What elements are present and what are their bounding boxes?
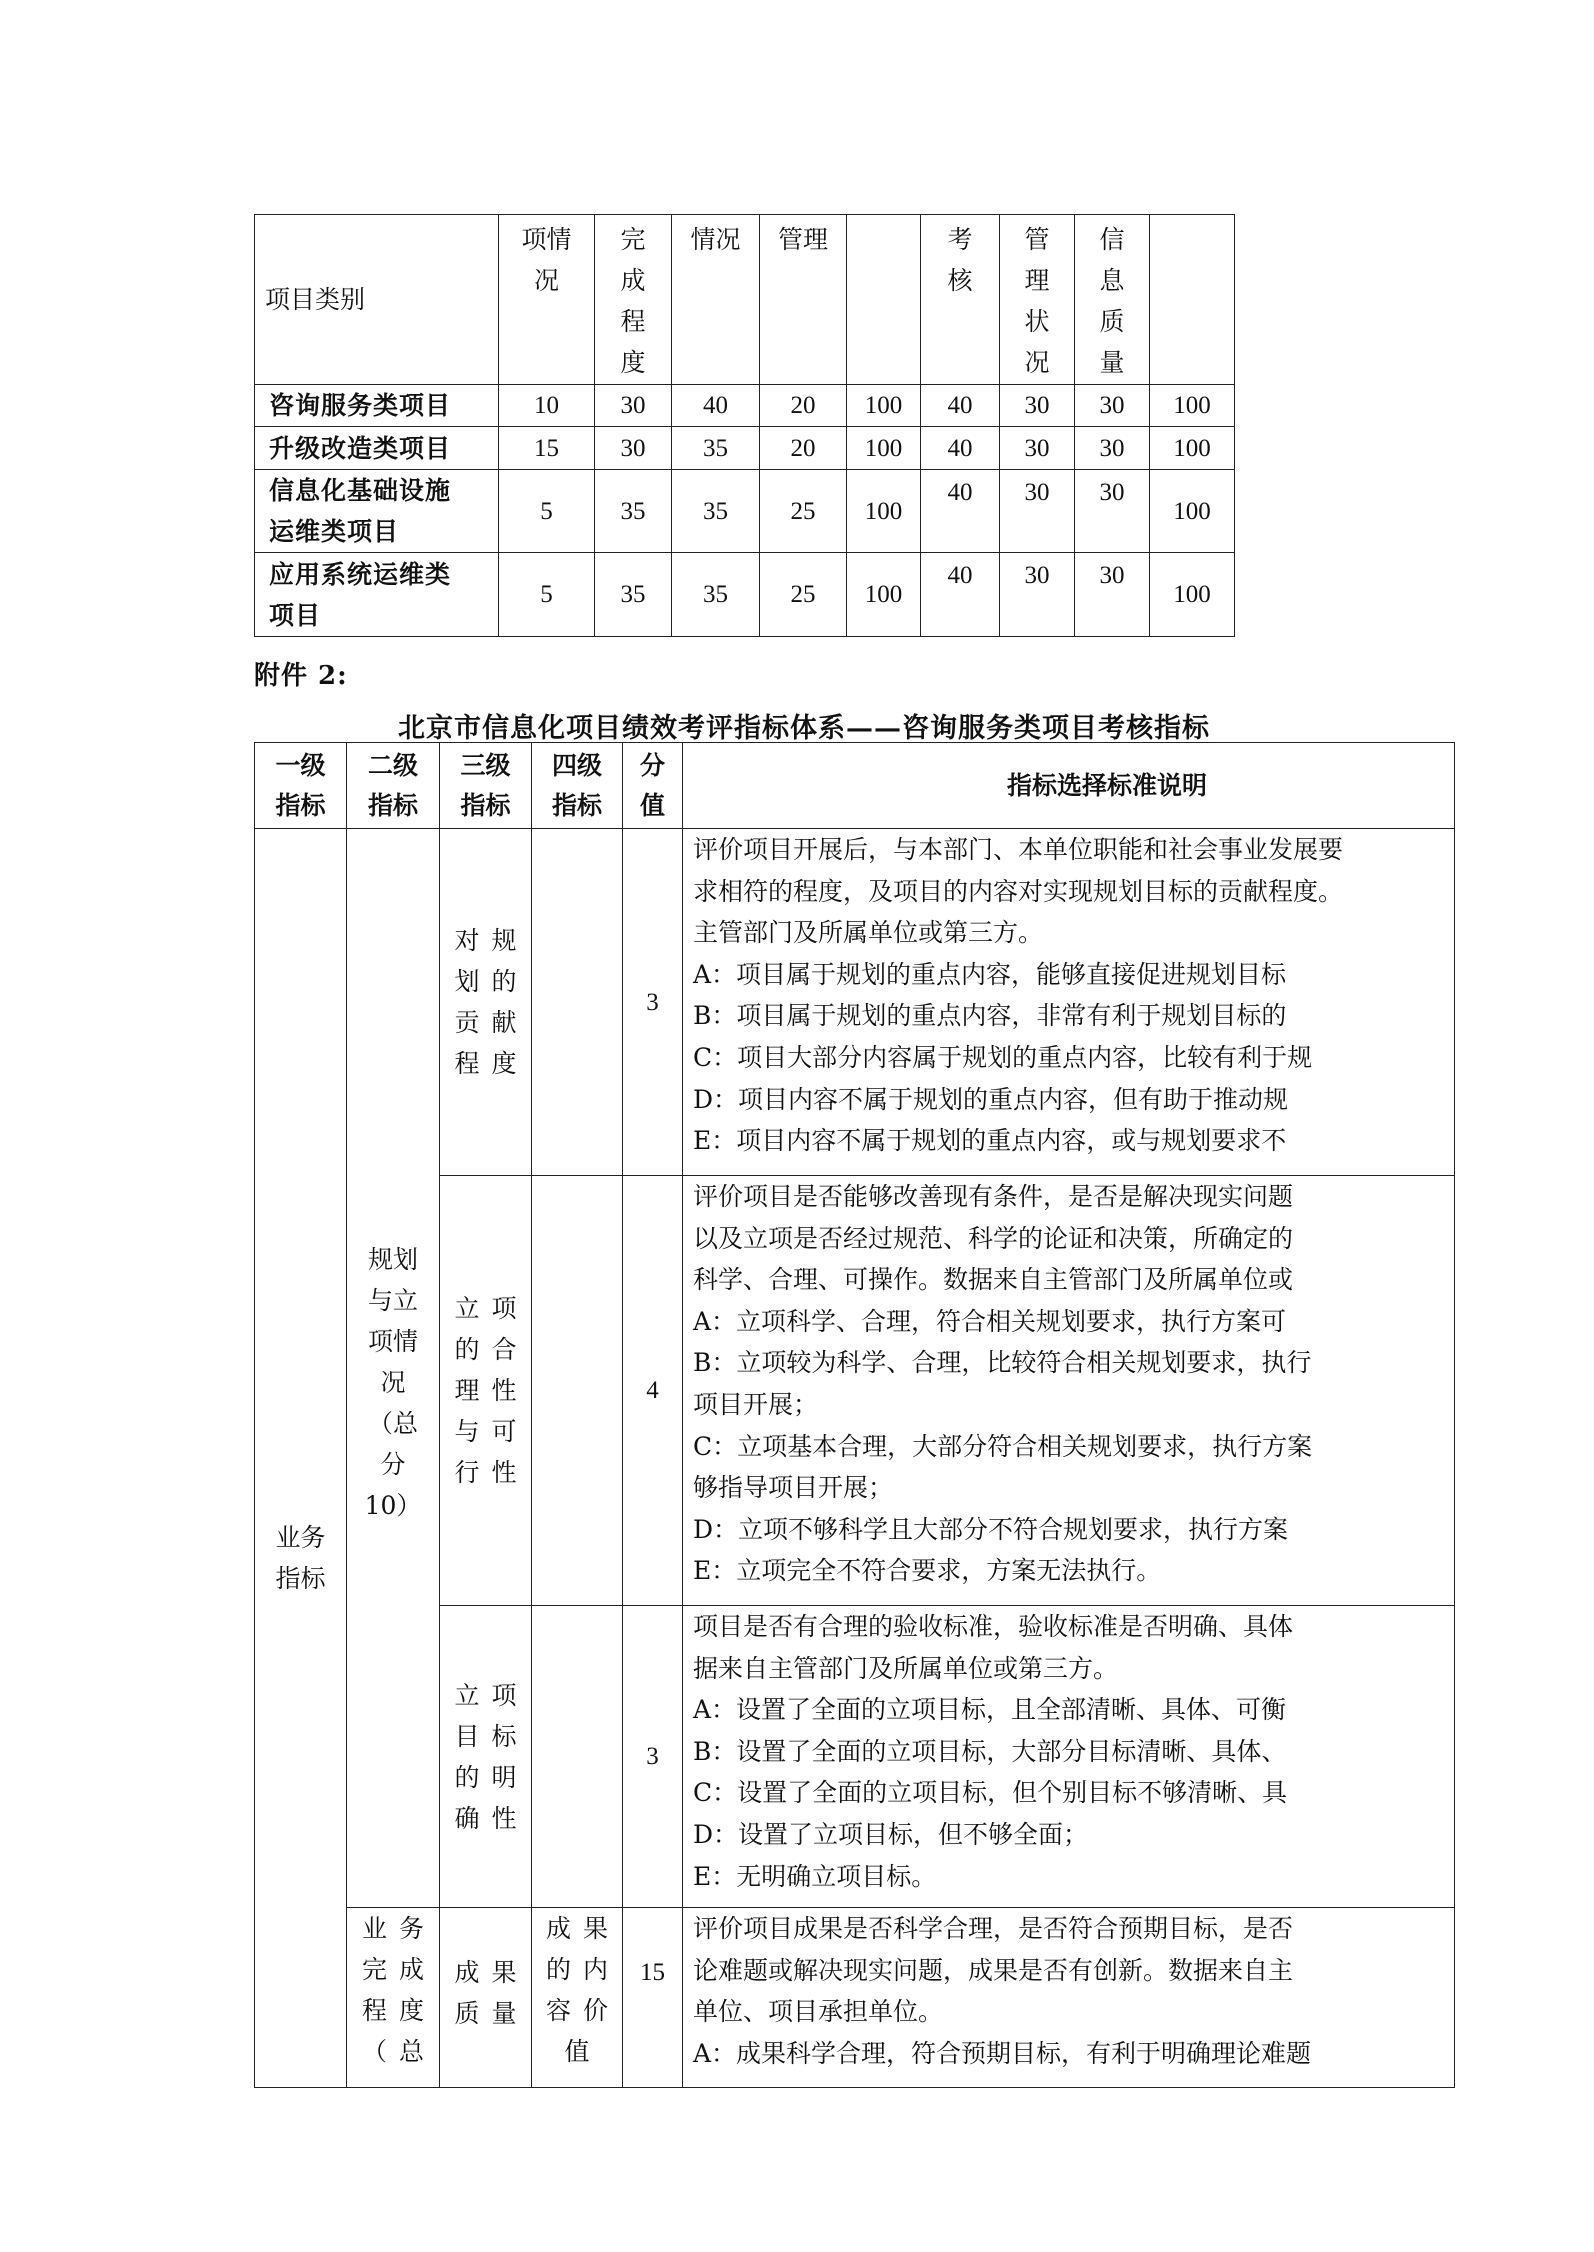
text-line: 确性 [454, 1803, 529, 1833]
project-category-table [254, 214, 1235, 637]
table-row [255, 1908, 1455, 2088]
table-row [255, 470, 1235, 553]
level4-cell [532, 1908, 623, 2088]
level3-cell [440, 1176, 532, 1606]
text-line: 度 [620, 348, 646, 377]
text-line: 立项 [454, 1294, 529, 1323]
cell-value: 40 [672, 385, 760, 427]
text-line: 成 [620, 266, 646, 295]
text-line: 理 [1024, 266, 1050, 295]
text-line: 况 [1024, 348, 1050, 377]
score-cell: 3 [623, 1606, 683, 1908]
text-line: 与立 [367, 1285, 418, 1315]
level3-cell [440, 1606, 532, 1908]
text-line: 值 [564, 2037, 602, 2066]
indicator-table [254, 742, 1455, 2088]
text-line: 二级 [367, 750, 418, 780]
text-line: （总 [361, 2037, 436, 2066]
level2-completion [347, 1908, 440, 2088]
level3-cell [440, 1908, 532, 2088]
table2-viewport [254, 742, 1358, 2068]
text-line: 规划 [367, 1244, 418, 1274]
row-category [255, 385, 499, 427]
text-line: 项目是否有合理的验收标准，验收标准是否明确、具体 [693, 1612, 1294, 1641]
text-line: 管理 [777, 225, 828, 254]
text-line: 考 [947, 225, 973, 254]
text-line: 评价项目成果是否科学合理，是否符合预期目标，是否 [693, 1914, 1294, 1943]
cell-value: 10 [499, 385, 595, 427]
cell-value: 100 [847, 427, 921, 470]
description-cell [683, 1908, 1455, 2088]
cell-value: 100 [847, 553, 921, 637]
header-col-5 [921, 215, 1000, 385]
text-line: 项目开展； [693, 1389, 819, 1419]
text-line: 应用系统运维类 [269, 559, 452, 589]
cell-value: 30 [1075, 553, 1150, 637]
text-line: 指标 [275, 790, 326, 820]
text-line: 贡献 [454, 1008, 529, 1037]
text-line: A：项目属于规划的重点内容，能够直接促进规划目标 [693, 959, 1287, 989]
text-line: 程 [620, 307, 646, 336]
text-line: 息 [1099, 266, 1125, 295]
level4-cell [532, 1606, 623, 1908]
text-line: 情况 [690, 225, 741, 254]
cell-value: 35 [672, 470, 760, 553]
cell-value: 30 [595, 385, 672, 427]
text-line: B：立项较为科学、合理，比较符合相关规划要求，执行 [693, 1348, 1312, 1378]
table-row [255, 829, 1455, 1176]
cell-value: 15 [499, 427, 595, 470]
text-line: 单位、项目承担单位。 [693, 1997, 944, 2027]
attachment-label: 附件 2: [254, 661, 348, 691]
text-line: 值 [639, 790, 665, 820]
cell-value: 40 [921, 427, 1000, 470]
description-cell [683, 829, 1455, 1176]
text-line: C：设置了全面的立项目标，但个别目标不够清晰、具 [693, 1778, 1288, 1808]
text-line: C：项目大部分内容属于规划的重点内容，比较有利于规 [693, 1042, 1313, 1072]
text-line: 量 [1099, 348, 1125, 377]
text-line: E：项目内容不属于规划的重点内容，或与规划要求不 [693, 1126, 1287, 1156]
text-line: 信 [1099, 225, 1125, 254]
cell-value: 5 [499, 553, 595, 637]
header-level2 [347, 743, 440, 829]
text-line: 科学、合理、可操作。数据来自主管部门及所属单位或 [693, 1265, 1294, 1295]
text-line: 指标 [460, 790, 511, 820]
text-line: 的内 [545, 1955, 620, 1984]
text-line: 的合 [454, 1335, 529, 1364]
cell-value: 20 [760, 385, 847, 427]
cell-value: 35 [672, 427, 760, 470]
level4-cell [532, 829, 623, 1176]
text-line: 指标 [367, 790, 418, 820]
text-line: B：项目属于规划的重点内容，非常有利于规划目标的 [693, 1001, 1287, 1031]
text-line: E：立项完全不符合要求，方案无法执行。 [693, 1556, 1162, 1586]
text-line: 完成 [361, 1955, 436, 1984]
text-line: 咨询服务类项目 [269, 391, 452, 420]
text-line: 业务 [361, 1914, 436, 1943]
header-col-3 [760, 215, 847, 385]
text-line: 核 [947, 266, 973, 295]
text-line: 求相符的程度，及项目的内容对实现规划目标的贡献程度。 [693, 876, 1344, 906]
header-col-6 [1000, 215, 1075, 385]
cell-value: 40 [921, 553, 1000, 637]
cell-value: 100 [1150, 385, 1235, 427]
text-line: 程度 [454, 1049, 529, 1078]
header-level1 [255, 743, 347, 829]
text-line: 完 [620, 225, 646, 254]
text-line: 分 [639, 750, 665, 780]
cell-value: 30 [1000, 470, 1075, 553]
cell-value: 30 [1075, 385, 1150, 427]
description-cell [683, 1176, 1455, 1606]
text-line: 的明 [454, 1762, 529, 1792]
text-line: 成果 [454, 1958, 529, 1987]
text-line: 以及立项是否经过规范、科学的论证和决策，所确定的 [693, 1223, 1294, 1253]
text-line: 况 [380, 1367, 406, 1397]
cell-value: 30 [1000, 553, 1075, 637]
text-line: 四级 [551, 750, 602, 780]
text-line: 业务 [275, 1523, 326, 1552]
text-line: B：设置了全面的立项目标，大部分目标清晰、具体、 [693, 1736, 1287, 1766]
cell-value: 100 [847, 470, 921, 553]
text-line: 项情 [367, 1326, 418, 1356]
cell-value: 35 [595, 470, 672, 553]
text-line: 三级 [460, 750, 511, 780]
header-col-1 [595, 215, 672, 385]
level2-planning [347, 829, 440, 1908]
text-line: 管 [1024, 225, 1050, 254]
cell-value: 25 [760, 553, 847, 637]
header-col-7 [1075, 215, 1150, 385]
text-line: A：成果科学合理，符合预期目标，有利于明确理论难题 [693, 2038, 1312, 2068]
header-col-8 [1150, 215, 1235, 385]
text-line: 容价 [545, 1996, 620, 2025]
cell-value: 30 [1075, 470, 1150, 553]
header-level3 [440, 743, 532, 829]
cell-value: 5 [499, 470, 595, 553]
cell-value: 100 [847, 385, 921, 427]
header-col-4 [847, 215, 921, 385]
text-line: 升级改造类项目 [269, 433, 452, 463]
text-line: 程度 [361, 1996, 436, 2025]
score-cell: 3 [623, 829, 683, 1176]
text-line: D：立项不够科学且大部分不符合规划要求，执行方案 [693, 1514, 1289, 1544]
text-line: 状 [1024, 307, 1050, 336]
cell-value: 30 [1000, 427, 1075, 470]
text-line: 质量 [454, 1999, 529, 2028]
score-cell: 15 [623, 1908, 683, 2088]
text-line: 运维类项目 [269, 517, 400, 546]
text-line: 分 [380, 1449, 406, 1479]
cell-value: 100 [1150, 427, 1235, 470]
cell-value: 30 [595, 427, 672, 470]
text-line: 况 [533, 266, 559, 295]
row-category [255, 427, 499, 470]
text-line: 与可 [454, 1417, 529, 1446]
cell-value: 35 [672, 553, 760, 637]
cell-value: 30 [1075, 427, 1150, 470]
header-col-2 [672, 215, 760, 385]
level1-business-indicator [255, 829, 347, 2088]
text-line: 够指导项目开展； [693, 1473, 894, 1503]
level4-cell [532, 1176, 623, 1606]
cell-value: 40 [921, 470, 1000, 553]
table-row [255, 385, 1235, 427]
row-category [255, 470, 499, 553]
text-line: 项情 [521, 225, 572, 254]
row-category [255, 553, 499, 637]
table1-header-row [255, 215, 1235, 385]
text-line: 主管部门及所属单位或第三方。 [693, 918, 1044, 948]
text-line: 信息化基础设施 [269, 476, 452, 505]
table2-header-row [255, 743, 1455, 829]
text-line: 指标 [275, 1564, 326, 1593]
cell-value: 100 [1150, 470, 1235, 553]
table2-title: 北京市信息化项目绩效考评指标体系——咨询服务类项目考核指标 [398, 713, 1210, 744]
text-line: 目标 [454, 1721, 529, 1751]
text-line: D：设置了立项目标，但不够全面； [693, 1819, 1089, 1849]
text-line: 指标选择标准说明 [1007, 770, 1208, 800]
cell-value: 30 [1000, 385, 1075, 427]
text-line: 据来自主管部门及所属单位或第三方。 [693, 1653, 1119, 1683]
score-cell: 4 [623, 1176, 683, 1606]
level3-cell [440, 829, 532, 1176]
text-line: 指标 [551, 790, 602, 820]
table-row [255, 427, 1235, 470]
text-line: A：设置了全面的立项目标，且全部清晰、具体、可衡 [693, 1695, 1287, 1725]
text-line: （总 [367, 1408, 418, 1438]
text-line: A：立项科学、合理，符合相关规划要求，执行方案可 [693, 1306, 1287, 1336]
cell-value: 25 [760, 470, 847, 553]
header-score [623, 743, 683, 829]
text-line: 成果 [545, 1914, 620, 1943]
text-line: 对规 [454, 926, 529, 955]
text-line: 项目 [269, 600, 322, 630]
text-line: E：无明确立项目标。 [693, 1861, 937, 1891]
table-row [255, 553, 1235, 637]
text-line: 理性 [454, 1376, 529, 1405]
header-project-category: 项目类别 [255, 215, 499, 385]
text-line: C：立项基本合理，大部分符合相关规划要求，执行方案 [693, 1431, 1313, 1461]
text-line: 行性 [454, 1458, 529, 1487]
text-line: 评价项目是否能够改善现有条件，是否是解决现实问题 [693, 1182, 1294, 1211]
text-line: 一级 [275, 750, 326, 780]
header-col-0 [499, 215, 595, 385]
text-line: 评价项目开展后，与本部门、本单位职能和社会事业发展要 [693, 835, 1344, 864]
cell-value: 100 [1150, 553, 1235, 637]
text-line: 质 [1099, 307, 1125, 336]
header-level4 [532, 743, 623, 829]
cell-value: 35 [595, 553, 672, 637]
cell-value: 40 [921, 385, 1000, 427]
description-cell [683, 1606, 1455, 1908]
text-line: 10） [364, 1490, 422, 1520]
text-line: 论难题或解决现实问题，成果是否有创新。数据来自主 [693, 1955, 1294, 1985]
text-line: 划的 [454, 967, 529, 996]
header-description [683, 743, 1455, 829]
cell-value: 20 [760, 427, 847, 470]
text-line: 立项 [454, 1680, 529, 1710]
text-line: D：项目内容不属于规划的重点内容，但有助于推动规 [693, 1084, 1289, 1114]
